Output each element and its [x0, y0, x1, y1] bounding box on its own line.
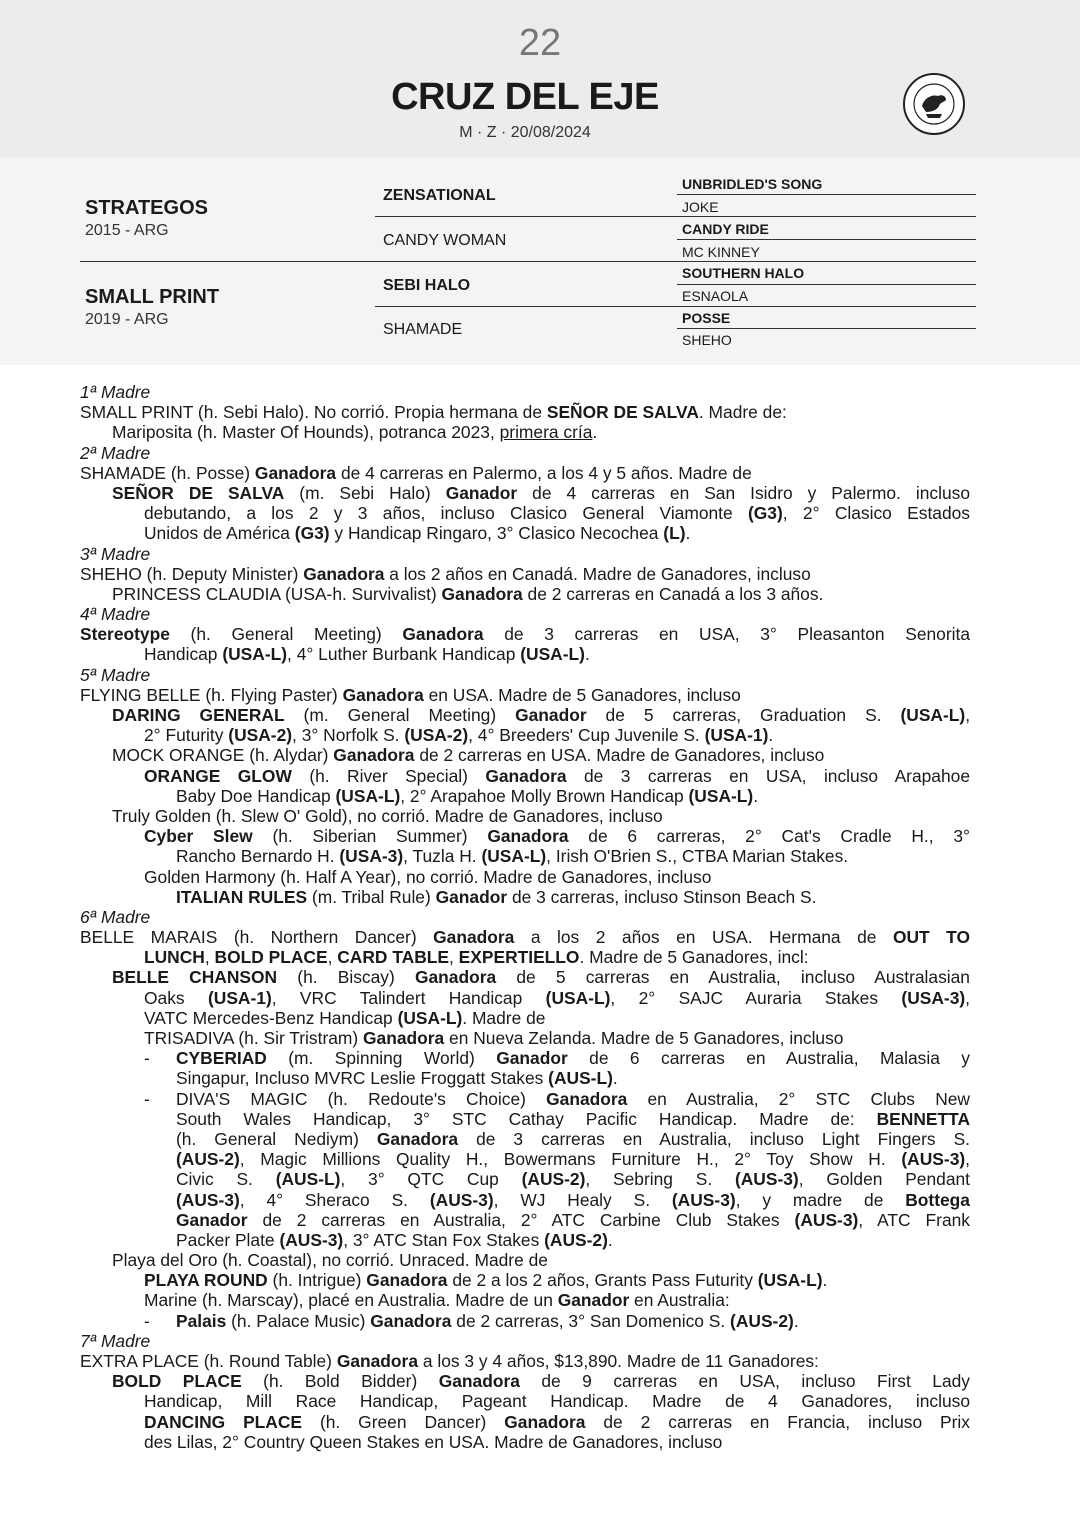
horse-details: M · Z · 20/08/2024	[459, 124, 591, 141]
dam-heading: 2ª Madre	[80, 442, 151, 463]
text-line: (AUS-3), 4° Sheraco S. (AUS-3), WJ Healy S. (AUS-3), y madre de Bottega	[176, 1189, 970, 1210]
dam-heading: 3ª Madre	[80, 543, 151, 564]
text-line: Stereotype (h. General Meeting) Ganadora de 3 carreras en USA, 3° Pleasanton Senorita	[80, 624, 971, 645]
text-line: TRISADIVA (h. Sir Tristram) Ganadora en Nueva Zelanda. Madre de 5 Ganadores, incluso	[144, 1028, 844, 1048]
text-line: (AUS-2), Magic Millions Quality H., Bowermans Furniture H., 2° Toy Show H. (AUS-3),	[176, 1149, 970, 1170]
horse-name: CRUZ DEL EJE	[391, 76, 659, 118]
text-line: LUNCH, BOLD PLACE, CARD TABLE, EXPERTIELLO. Madre de 5 Ganadores, incl:	[144, 947, 809, 968]
text-line: Unidos de América (G3) y Handicap Ringaro, 3° Clasico Necochea (L).	[144, 523, 691, 544]
granddam-paternal: CANDY WOMAN	[383, 232, 507, 249]
text-line: BOLD PLACE (h. Bold Bidder) Ganadora de 9 carreras en USA, incluso First Lady	[112, 1371, 971, 1392]
text-line: - DIVA'S MAGIC (h. Redoute's Choice) Ganadora en Australia, 2° STC Clubs New	[144, 1088, 970, 1109]
pedigree-divider	[80, 261, 976, 262]
pedigree-divider	[677, 284, 976, 285]
text-line: SHAMADE (h. Posse) Ganadora de 4 carreras en Palermo, a los 4 y 5 años. Madre de	[80, 462, 752, 483]
text-line: Handicap, Mill Race Handicap, Pageant Handicap. Madre de 4 Ganadores, incluso	[144, 1391, 970, 1412]
text-line: South Wales Handicap, 3° STC Cathay Pacific Handicap. Madre de: BENNETTA	[176, 1108, 970, 1129]
text-line: - CYBERIAD (m. Spinning World) Ganador de 6 carreras en Australia, Malasia y	[144, 1048, 970, 1069]
text-line: Singapur, Incluso MVRC Leslie Froggatt Stakes (AUS-L).	[176, 1068, 618, 1089]
dam-heading: 4ª Madre	[80, 604, 151, 625]
text-line: Cyber Slew (h. Siberian Summer) Ganadora de 6 carreras, 2° Cat's Cradle H., 3°	[144, 826, 970, 847]
text-line: SHEHO (h. Deputy Minister) Ganadora a los 2 años en Canadá. Madre de Ganadores, incluso	[80, 563, 811, 584]
text-line: Rancho Bernardo H. (USA-3), Tuzla H. (USA-L), Irish O'Brien S., CTBA Marian Stakes.	[176, 846, 849, 867]
text-line: FLYING BELLE (h. Flying Paster) Ganadora en USA. Madre de 5 Ganadores, incluso	[80, 684, 741, 705]
dam-heading: 6ª Madre	[80, 906, 151, 927]
great-grandparent: SOUTHERN HALO	[682, 265, 805, 281]
text-line: Golden Harmony (h. Half A Year), no corrió. Madre de Ganadores, incluso	[144, 866, 712, 887]
great-grandparent: POSSE	[682, 310, 731, 326]
text-line: Packer Plate (AUS-3), 3° ATC Stan Fox Stakes (AUS-2).	[176, 1229, 613, 1250]
great-grandparent: CANDY RIDE	[682, 221, 769, 237]
text-line: ORANGE GLOW (h. River Special) Ganadora de 3 carreras en USA, incluso Arapahoe	[144, 765, 970, 786]
text-line: debutando, a los 2 y 3 años, incluso Clasico General Viamonte (G3), 2° Clasico Estados	[144, 503, 970, 524]
text-line: Oaks (USA-1), VRC Talindert Handicap (USA-L), 2° SAJC Auraria Stakes (USA-3),	[144, 987, 971, 1008]
text-line: DARING GENERAL (m. General Meeting) Ganador de 5 carreras, Graduation S. (USA-L),	[112, 705, 971, 725]
text-line: Civic S. (AUS-L), 3° QTC Cup (AUS-2), Sebring S. (AUS-3), Golden Pendant	[176, 1169, 970, 1190]
text-line: des Lilas, 2° Country Queen Stakes en USA. Madre de Ganadores, incluso	[144, 1431, 723, 1452]
text-line: PRINCESS CLAUDIA (USA-h. Survivalist) Ganadora de 2 carreras en Canadá a los 3 años.	[112, 583, 824, 604]
great-grandparent: MC KINNEY	[682, 244, 760, 260]
pedigree-divider	[677, 239, 976, 240]
lot-number: 22	[518, 22, 562, 64]
great-grandparent: SHEHO	[682, 332, 732, 348]
pedigree-divider	[677, 328, 976, 329]
pedigree-divider	[375, 216, 976, 217]
grandsire-paternal: ZENSATIONAL	[383, 187, 496, 204]
text-line: Marine (h. Marscay), placé en Australia. Madre de un Ganador en Australia:	[144, 1290, 730, 1311]
text-line: 2° Futurity (USA-2), 3° Norfolk S. (USA-2), 4° Breeders' Cup Juvenile S. (USA-1).	[144, 725, 774, 746]
pedigree-divider	[375, 306, 976, 307]
text-line: Mariposita (h. Master Of Hounds), potranca 2023, primera cría.	[112, 422, 598, 443]
text-line: Truly Golden (h. Slew O' Gold), no corrió. Madre de Ganadores, incluso	[112, 805, 663, 826]
text-line: Ganador de 2 carreras en Australia, 2° ATC Carbine Club Stakes (AUS-3), ATC Frank	[176, 1209, 970, 1230]
dam-info: 2019 - ARG	[85, 311, 169, 328]
great-grandparent: UNBRIDLED'S SONG	[682, 176, 823, 192]
text-line: (h. General Nediym) Ganadora de 3 carreras en Australia, incluso Light Fingers S.	[176, 1128, 971, 1149]
text-line: SMALL PRINT (h. Sebi Halo). No corrió. Propia hermana de SEÑOR DE SALVA. Madre de:	[80, 402, 787, 423]
dam-heading: 7ª Madre	[80, 1330, 151, 1351]
text-line: SEÑOR DE SALVA (m. Sebi Halo) Ganador de 4 carreras en San Isidro y Palermo. incluso	[112, 482, 970, 503]
pedigree-divider	[677, 194, 976, 195]
dam-heading: 1ª Madre	[80, 382, 151, 402]
great-grandparent: ESNAOLA	[682, 288, 749, 304]
text-line: Playa del Oro (h. Coastal), no corrió. Unraced. Madre de	[112, 1250, 548, 1271]
family-text	[80, 382, 970, 1452]
dam-name: SMALL PRINT	[85, 286, 220, 308]
text-line: ITALIAN RULES (m. Tribal Rule) Ganador de 3 carreras, incluso Stinson Beach S.	[176, 886, 817, 907]
sire-info: 2015 - ARG	[85, 222, 169, 239]
breeders-cup-seal-icon	[902, 72, 966, 136]
text-line: Baby Doe Handicap (USA-L), 2° Arapahoe Molly Brown Handicap (USA-L).	[176, 785, 759, 806]
text-line: DANCING PLACE (h. Green Dancer) Ganadora de 2 carreras en Francia, incluso Prix	[144, 1411, 970, 1432]
text-line: BELLE CHANSON (h. Biscay) Ganadora de 5 carreras en Australia, incluso Australasian	[112, 967, 970, 988]
dam-heading: 5ª Madre	[80, 664, 151, 685]
grandsire-maternal: SEBI HALO	[383, 277, 471, 294]
text-line: PLAYA ROUND (h. Intrigue) Ganadora de 2 a los 2 años, Grants Pass Futurity (USA-L).	[144, 1270, 828, 1291]
sire-name: STRATEGOS	[85, 197, 208, 219]
text-line: VATC Mercedes-Benz Handicap (USA-L). Madre de	[144, 1007, 546, 1028]
text-line: - Palais (h. Palace Music) Ganadora de 2 carreras, 3° San Domenico S. (AUS-2).	[144, 1310, 799, 1331]
text-line: BELLE MARAIS (h. Northern Dancer) Ganadora a los 2 años en USA. Hermana de OUT TO	[80, 927, 970, 948]
granddam-maternal: SHAMADE	[383, 321, 463, 338]
great-grandparent: JOKE	[682, 199, 719, 215]
text-line: MOCK ORANGE (h. Alydar) Ganadora de 2 carreras en USA. Madre de Ganadores, incluso	[112, 745, 825, 766]
text-line: Handicap (USA-L), 4° Luther Burbank Handicap (USA-L).	[144, 644, 590, 665]
text-line: EXTRA PLACE (h. Round Table) Ganadora a los 3 y 4 años, $13,890. Madre de 11 Ganadores:	[80, 1351, 819, 1371]
